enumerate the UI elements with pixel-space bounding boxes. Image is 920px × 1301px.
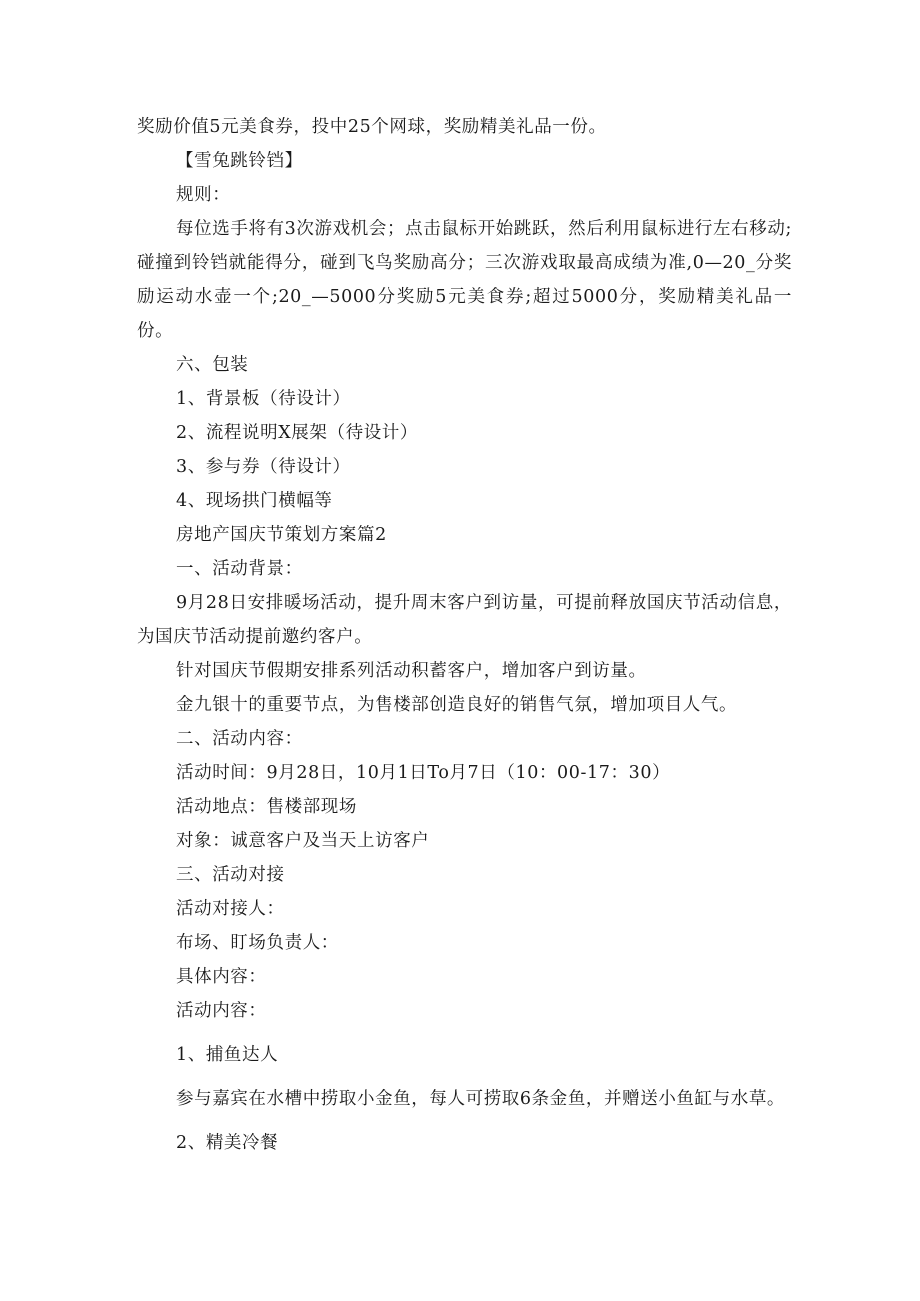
text-line: 针对国庆节假期安排系列活动积蓄客户，增加客户到访量。 — [176, 661, 647, 681]
text-line: 对象：诚意客户及当天上访客户 — [176, 831, 430, 851]
list-item: 1、捕鱼达人 — [176, 1045, 279, 1065]
text-line: 具体内容： — [176, 967, 267, 987]
text-line: 规则： — [176, 185, 231, 205]
section-heading: 六、包装 — [176, 355, 249, 375]
paragraph: 每位选手将有3次游戏机会；点击鼠标开始跳跃，然后利用鼠标进行左右移动;碰撞到铃铛就能得分，碰到飞鸟奖励高分；三次游戏取最高成绩为准,0—20_分奖励运动水壶一个;20_—5000分奖励5元美食券;超过5000分，奖励精美礼品一份。 — [137, 219, 792, 341]
text-line: 金九银十的重要节点，为售楼部创造良好的销售气氛，增加项目人气。 — [176, 695, 738, 715]
text-line: 活动地点：售楼部现场 — [176, 797, 357, 817]
section-heading: 一、活动背景： — [176, 559, 303, 579]
spacer — [137, 1028, 792, 1038]
text-line: 活动对接人： — [176, 899, 285, 919]
article-title: 房地产国庆节策划方案篇2 — [176, 525, 387, 545]
list-item: 2、精美冷餐 — [176, 1133, 279, 1153]
paragraph: 参与嘉宾在水槽中捞取小金鱼，每人可捞取6条金鱼，并赠送小鱼缸与水草。 — [176, 1089, 786, 1109]
section-heading: 【雪兔跳铃铛】 — [176, 151, 303, 171]
text-line: 布场、盯场负责人： — [176, 933, 339, 953]
text-line: 活动内容： — [176, 1001, 267, 1021]
list-item: 4、现场拱门横幅等 — [176, 491, 333, 511]
document-body — [137, 110, 792, 1160]
section-heading: 二、活动内容： — [176, 729, 303, 749]
section-heading: 三、活动对接 — [176, 865, 285, 885]
list-item: 3、参与券（待设计） — [176, 457, 351, 477]
paragraph: 9月28日安排暖场活动，提升周末客户到访量，可提前释放国庆节活动信息，为国庆节活动提前邀约客户。 — [137, 593, 792, 647]
list-item: 2、流程说明X展架（待设计） — [176, 423, 418, 443]
list-item: 1、背景板（待设计） — [176, 389, 351, 409]
text-line: 活动时间：9月28日，10月1日To月7日（10：00-17：30） — [176, 763, 671, 783]
spacer — [137, 1116, 792, 1126]
text-line: 奖励价值5元美食券，投中25个网球，奖励精美礼品一份。 — [137, 117, 607, 137]
spacer — [137, 1072, 792, 1082]
